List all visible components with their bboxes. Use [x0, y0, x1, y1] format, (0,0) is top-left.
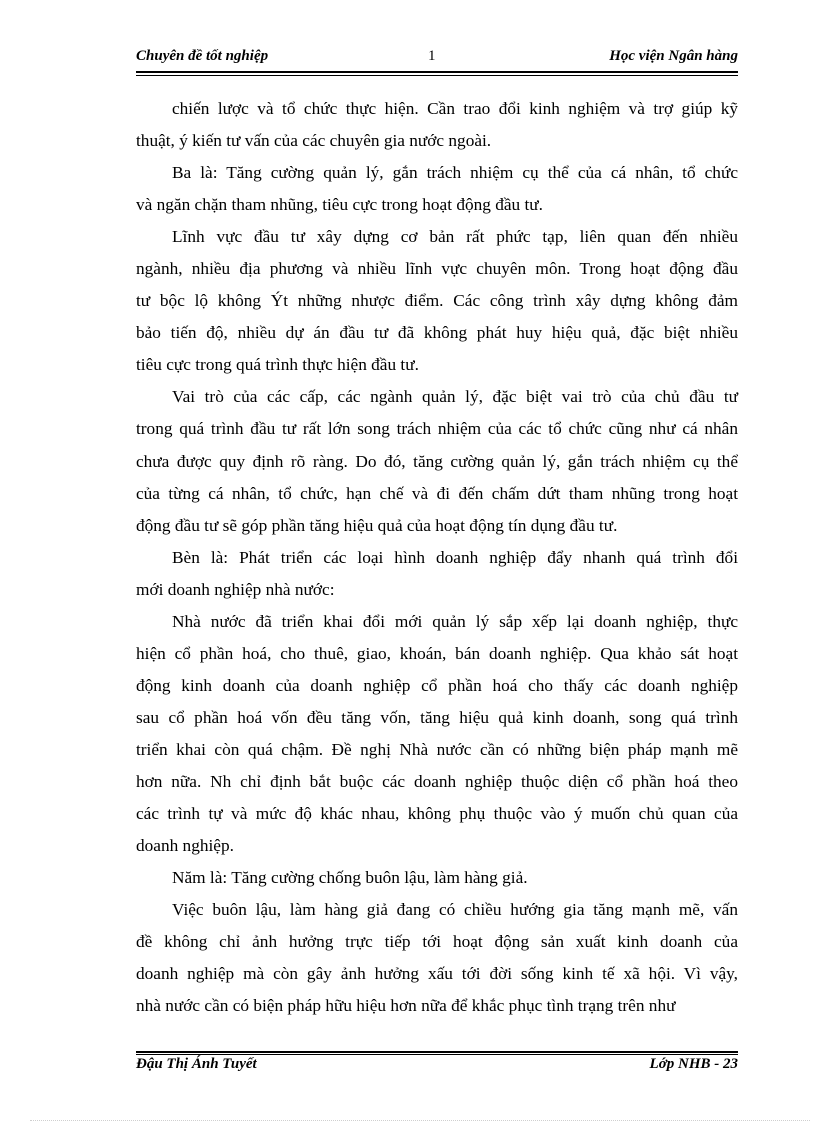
- paragraph-line: trong quá trình đầu tư rất lớn song trách nhiệm của các tổ chức cũng như cá nhân: [136, 419, 738, 439]
- header-document-type: Chuyên đề tốt nghiệp: [136, 48, 269, 64]
- header-rule-thin: [136, 75, 738, 76]
- paragraph: [136, 93, 738, 157]
- paragraph: [136, 157, 738, 221]
- paragraph-line: đề không chỉ ảnh hưởng trực tiếp tới hoạt động sản xuất kinh doanh của: [136, 932, 738, 952]
- paragraph-line: động đầu tư sẽ góp phần tăng hiệu quả của hoạt động tín dụng đầu tư.: [136, 515, 618, 535]
- paragraph-line: thuật, ý kiến tư vấn của các chuyên gia nước ngoài.: [136, 131, 492, 151]
- paragraph-line: doanh nghiệp.: [136, 836, 234, 856]
- paragraph: [136, 606, 738, 862]
- paragraph-line: của từng cá nhân, tổ chức, hạn chế và đi đến chấm dứt tham nhũng trong hoạt: [136, 483, 738, 503]
- document-body: [136, 93, 738, 1022]
- paragraph-line: ngành, nhiều địa phương và nhiều lĩnh vực chuyên môn. Trong hoạt động đầu: [136, 259, 738, 279]
- paragraph-line: chưa được quy định rõ ràng. Do đó, tăng cường quản lý, gắn trách nhiệm cụ thể: [136, 451, 738, 471]
- paragraph-line: nhà nước cần có biện pháp hữu hiệu hơn nữa để khắc phục tình trạng trên như: [136, 996, 676, 1016]
- page-footer: [136, 1056, 738, 1080]
- page-header: [136, 48, 738, 72]
- paragraph-line: mới doanh nghiệp nhà nước:: [136, 579, 335, 599]
- paragraph-line: chiến lược và tổ chức thực hiện. Cần trao đổi kinh nghiệm và trợ giúp kỹ: [172, 99, 738, 118]
- paragraph-line: bảo tiến độ, nhiều dự án đầu tư đã không phát huy hiệu quả, đặc biệt nhiều: [136, 323, 738, 343]
- footer-class: Lớp NHB - 23: [649, 1056, 738, 1072]
- paragraph-line: Năm là: Tăng cường chống buôn lậu, làm hàng giả.: [172, 868, 528, 888]
- paragraph-line: hiện cổ phần hoá, cho thuê, giao, khoán, bán doanh nghiệp. Qua khảo sát hoạt: [136, 643, 738, 663]
- footer-author: Đậu Thị Ánh Tuyết: [136, 1056, 257, 1072]
- paragraph-line: Nhà nước đã triển khai đổi mới quản lý sắp xếp lại doanh nghiệp, thực: [172, 611, 738, 631]
- paragraph-line: doanh nghiệp mà còn gây ảnh hưởng xấu tới đời sống kinh tế xã hội. Vì vậy,: [136, 964, 738, 984]
- paragraph-line: sau cổ phần hoá vốn đều tăng vốn, tăng hiệu quả kinh doanh, song quá trình: [136, 707, 738, 727]
- paragraph-line: các trình tự và mức độ khác nhau, không phụ thuộc vào ý muốn chủ quan của: [136, 804, 738, 824]
- paragraph-line: và ngăn chặn tham nhũng, tiêu cực trong hoạt động đầu tư.: [136, 195, 543, 215]
- footer-rule-thick: [136, 1051, 738, 1053]
- paragraph-line: triển khai còn quá chậm. Đề nghị Nhà nước cần có những biện pháp mạnh mẽ: [136, 739, 738, 759]
- paragraph-line: Vai trò của các cấp, các ngành quản lý, đặc biệt vai trò của chủ đầu tư: [172, 387, 738, 407]
- paragraph: [136, 862, 738, 894]
- paragraph-line: động kinh doanh của doanh nghiệp cổ phần hoá cho thấy các doanh nghiệp: [136, 675, 738, 695]
- paragraph: [136, 221, 738, 381]
- page-edge-divider: [30, 1120, 810, 1121]
- paragraph-line: Việc buôn lậu, làm hàng giả đang có chiều hướng gia tăng mạnh mẽ, vấn: [172, 900, 738, 920]
- paragraph: [136, 381, 738, 541]
- paragraph: [136, 542, 738, 606]
- paragraph-line: tư bộc lộ không Ýt những nhược điểm. Các công trình xây dựng không đảm: [136, 291, 738, 311]
- paragraph-line: Lĩnh vực đầu tư xây dựng cơ bản rất phức tạp, liên quan đến nhiều: [172, 227, 738, 247]
- paragraph-line: hơn nữa. Nh chỉ định bắt buộc các doanh nghiệp thuộc diện cổ phần hoá theo: [136, 771, 738, 791]
- paragraph-line: Ba là: Tăng cường quản lý, gắn trách nhiệm cụ thể của cá nhân, tổ chức: [172, 163, 738, 183]
- paragraph-line: Bèn là: Phát triển các loại hình doanh nghiệp đẩy nhanh quá trình đổi: [172, 547, 738, 567]
- header-institution: Học viện Ngân hàng: [609, 48, 738, 64]
- paragraph-line: tiêu cực trong quá trình thực hiện đầu tư.: [136, 355, 419, 375]
- footer-rule-thin: [136, 1054, 738, 1055]
- header-rule-thick: [136, 71, 738, 73]
- header-page-number: 1: [428, 48, 436, 64]
- paragraph: [136, 894, 738, 1022]
